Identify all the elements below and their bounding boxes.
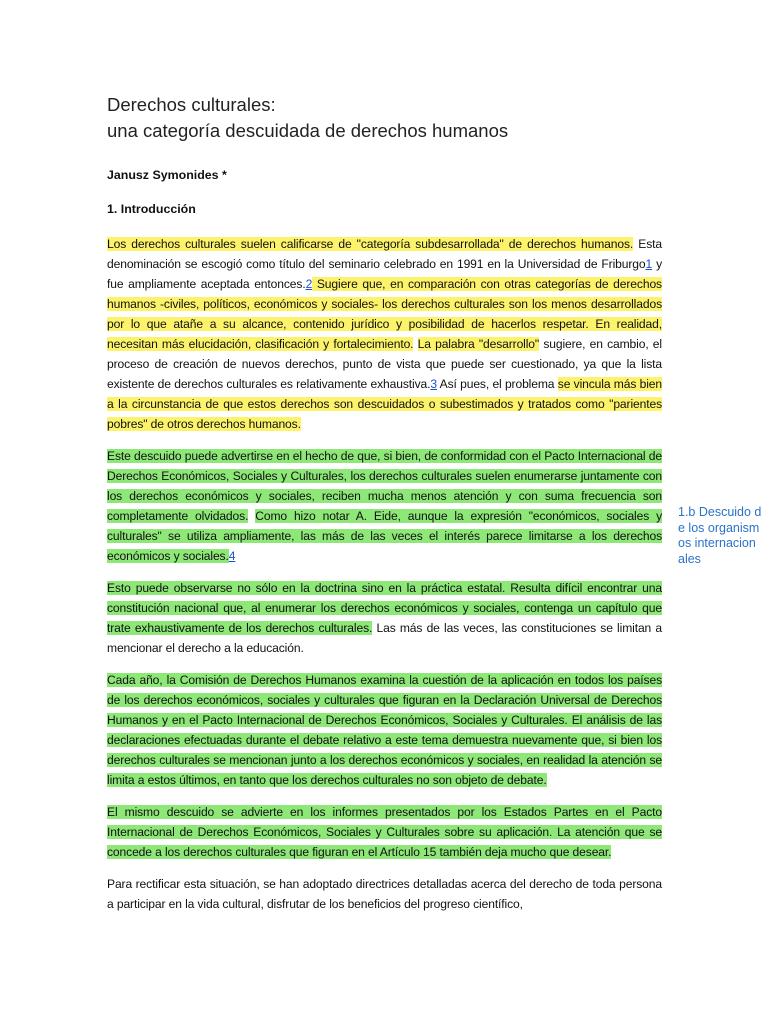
highlight-green[interactable]: Este descuido puede advertirse en el hecho de que, si bien, de conformidad con el Pacto Internacional de Derechos Económicos, Sociales y Culturales, los derechos culturales suelen enumerarse juntamente con los derechos económicos y sociales, reciben mucha menos atención y con suma frecuencia son completamente olvidados. bbox=[107, 449, 662, 523]
highlight-green[interactable]: Como hizo notar A. Eide, aunque la expresión "económicos, sociales y culturales" se utiliza ampliamente, las más de las veces el interés parece limitarse a los derechos económicos y sociales. bbox=[107, 509, 663, 563]
text-run: Así pues, el problema bbox=[436, 377, 558, 391]
paragraph-1 bbox=[107, 234, 662, 434]
highlight-yellow[interactable]: Sugiere que, en comparación con otras categorías de derechos humanos -civiles, políticos, económicos y sociales- los derechos culturales son los menos desarrollados por lo que atañe a su alcance, contenido jurídico y posibilidad de hacerlos respetar. En realidad, necesitan más elucidación, clasificación y fortalecimiento. bbox=[107, 277, 662, 351]
document-title-line-1: Derechos culturales: bbox=[107, 94, 276, 115]
highlight-green[interactable]: Cada año, la Comisión de Derechos Humanos examina la cuestión de la aplicación en todos los países de los derechos económicos, sociales y culturales que figuran en la Declaración Universal de Derechos Humanos y en el Pacto Internacional de Derechos Económicos, Sociales y Culturales. El análisis de las declaraciones efectuadas durante el debate relativo a este tema demuestra nuevamente que, si bien los derechos culturales se mencionan junto a los derechos económicos y sociales, en realidad la atención se limita a estos últimos, en tanto que los derechos culturales no son objeto de debate. bbox=[107, 673, 662, 787]
document-title-line-2: una categoría descuidada de derechos humanos bbox=[107, 120, 509, 141]
text-run: Esta denominación se escogió como título del seminario celebrado en 1991 en la Universidad de Friburgo bbox=[107, 237, 662, 271]
text-run: Las más de las veces, las constituciones se limitan a mencionar el derecho a la educación. bbox=[107, 621, 662, 655]
paragraph-3 bbox=[107, 578, 662, 658]
highlight-green[interactable]: Esto puede observarse no sólo en la doctrina sino en la práctica estatal. Resulta difícil encontrar una constitución nacional que, al enumerar los derechos económicos y sociales, contenga un capítulo que trate exhaustivamente de los derechos culturales. bbox=[107, 581, 662, 635]
footnote-link-3[interactable]: 3 bbox=[430, 377, 437, 391]
author-name: Janusz Symonides * bbox=[107, 168, 227, 182]
paragraph-4 bbox=[107, 670, 662, 790]
section-heading: 1. Introducción bbox=[107, 202, 196, 216]
highlight-green[interactable]: El mismo descuido se advierte en los informes presentados por los Estados Partes en el Pacto Internacional de Derechos Económicos, Sociales y Culturales sobre su aplicación. La atención que se concede a los derechos culturales que figuran en el Artículo 15 también deja mucho que desear. bbox=[107, 805, 662, 859]
paragraph-2 bbox=[107, 446, 662, 566]
footnote-link-4[interactable]: 4 bbox=[228, 549, 236, 563]
footnote-link-1[interactable]: 1 bbox=[645, 257, 653, 271]
margin-comment[interactable]: 1.b Descuido de los organismos internacionales bbox=[678, 505, 762, 566]
text-run: Para rectificar esta situación, se han adoptado directrices detalladas acerca del derecho de toda persona a participar en la vida cultural, disfrutar de los beneficios del progreso científico, bbox=[107, 877, 662, 911]
highlight-yellow[interactable]: se vincula más bien a la circunstancia de que estos derechos son descuidados o subestimados y tratados como "parientes pobres" de otros derechos humanos. bbox=[107, 377, 663, 431]
paragraph-5 bbox=[107, 802, 662, 862]
highlight-yellow[interactable]: Los derechos culturales suelen calificarse de "categoría subdesarrollada" de derechos humanos. bbox=[107, 237, 634, 251]
text-run: y fue ampliamente aceptada entonces. bbox=[107, 257, 662, 291]
paragraph-6 bbox=[107, 874, 662, 914]
footnote-link-2[interactable]: 2 bbox=[305, 277, 313, 291]
highlight-yellow[interactable]: La palabra "desarrollo" bbox=[417, 337, 540, 351]
document-page bbox=[107, 0, 662, 914]
text-run: sugiere, en cambio, el proceso de creación de nuevos derechos, punto de vista que puede ser cuestionado, ya que la lista existente de derechos culturales es relativamente exhaustiva. bbox=[107, 337, 662, 391]
